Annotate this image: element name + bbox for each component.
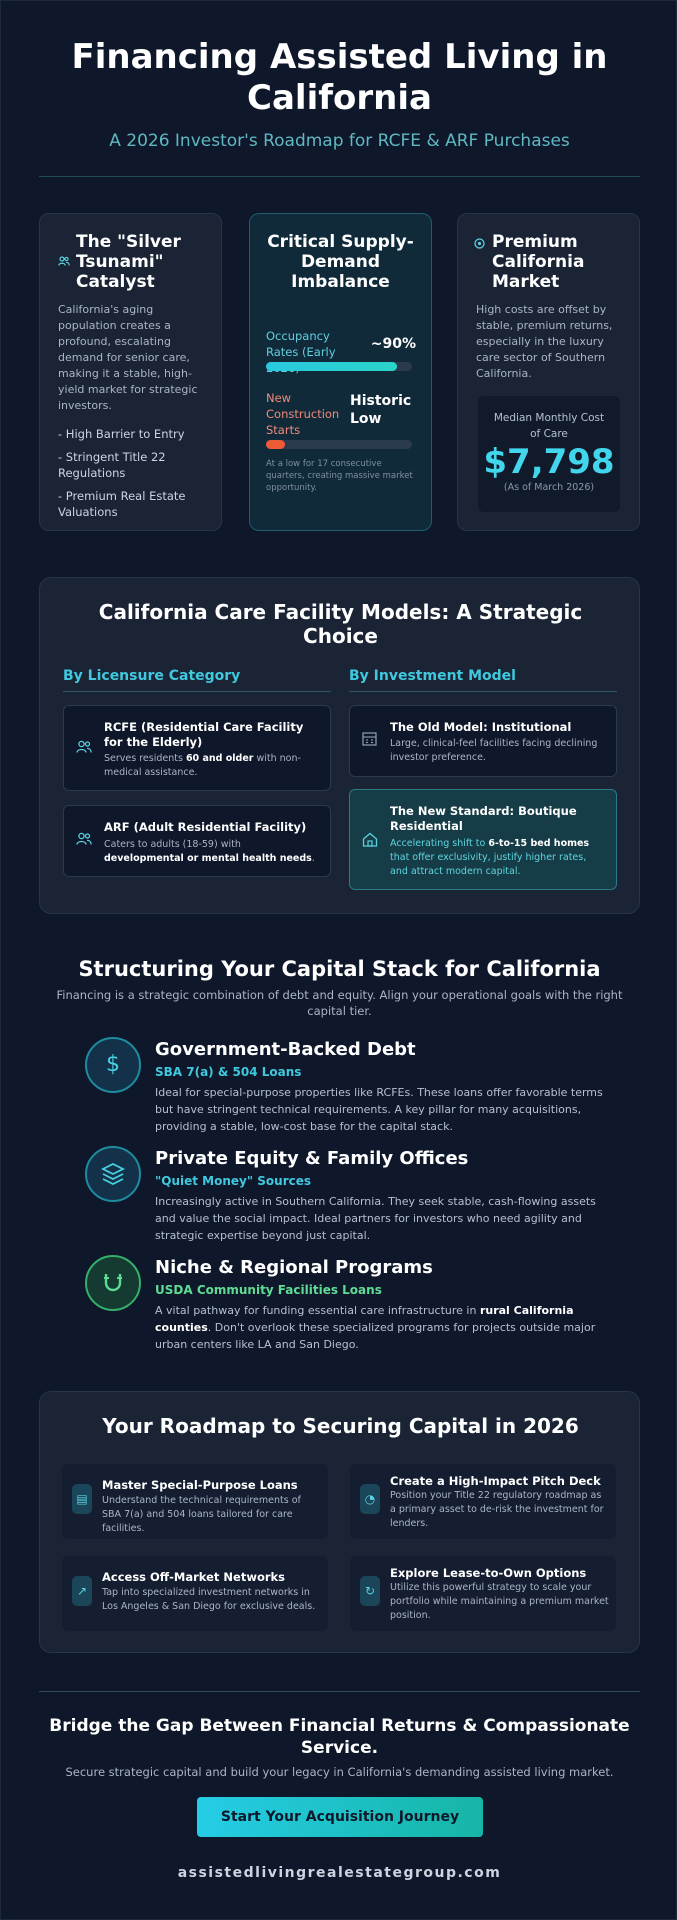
header-divider bbox=[39, 176, 640, 177]
bullet-item: - Premium Real Estate Valuations bbox=[58, 489, 186, 519]
construction-bar bbox=[266, 440, 412, 449]
occupancy-value: ~90% bbox=[370, 336, 416, 352]
cycle-icon: ↻ bbox=[360, 1576, 380, 1606]
old-model-title: The Old Model: Institutional bbox=[390, 720, 572, 734]
roadmap-step-description: Position your Title 22 regulatory roadmap as a primary asset to de-risk the investment for lenders. bbox=[390, 1490, 604, 1529]
median-cost-value: $7,798 bbox=[483, 442, 615, 482]
bullet-item: - Stringent Title 22 Regulations bbox=[58, 450, 166, 480]
facility-models-title: California Care Facility Models: A Strategic Choice bbox=[98, 600, 583, 648]
cta-title: Bridge the Gap Between Financial Returns & Compassionate Service. bbox=[49, 1716, 630, 1758]
capital-item-subtitle: SBA 7(a) & 504 Loans bbox=[155, 1065, 302, 1079]
document-icon: ▤ bbox=[72, 1484, 92, 1514]
silver-tsunami-title: The "Silver Tsunami" Catalyst bbox=[76, 232, 181, 292]
people-icon bbox=[76, 740, 92, 757]
target-icon bbox=[474, 238, 492, 252]
silver-tsunami-bullets bbox=[58, 426, 208, 527]
roadmap-step bbox=[350, 1464, 616, 1539]
layers-icon bbox=[85, 1146, 141, 1202]
capital-item-subtitle: "Quiet Money" Sources bbox=[155, 1174, 312, 1188]
new-standard-title: The New Standard: Boutique Residential bbox=[390, 804, 577, 833]
building-icon bbox=[362, 732, 377, 750]
roadmap-step-title: Explore Lease-to-Own Options bbox=[390, 1566, 587, 1580]
pie-chart-icon: ◔ bbox=[360, 1484, 380, 1514]
roadmap-step-description: Understand the technical requirements of SBA 7(a) and 504 loans tailored for care facilities. bbox=[102, 1495, 301, 1534]
page-title: Financing Assisted Living in California bbox=[71, 37, 608, 118]
capital-stack-title: Structuring Your Capital Stack for California bbox=[78, 957, 601, 981]
roadmap-step bbox=[62, 1464, 328, 1539]
premium-market-title: Premium California Market bbox=[492, 232, 585, 292]
premium-market-card bbox=[457, 213, 640, 531]
investment-model-heading: By Investment Model bbox=[349, 668, 617, 692]
magnet-icon bbox=[85, 1255, 141, 1311]
roadmap-section bbox=[39, 1391, 640, 1653]
old-model-box bbox=[349, 705, 617, 777]
rcfe-title: RCFE (Residential Care Facility for the Elderly) bbox=[104, 720, 304, 749]
construction-label: New Construction Starts bbox=[266, 391, 340, 437]
new-standard-description: Accelerating shift to 6-to-15 bed homes that offer exclusivity, justify higher rates, and attract modern capital. bbox=[390, 838, 590, 877]
silver-tsunami-card bbox=[39, 213, 222, 531]
roadmap-step-description: Tap into specialized investment networks in Los Angeles & San Diego for exclusive deals. bbox=[102, 1587, 316, 1612]
cta-text: Secure strategic capital and build your legacy in California's demanding assisted living market. bbox=[65, 1765, 614, 1779]
website-link[interactable]: assistedlivingrealestategroup.com bbox=[177, 1865, 502, 1881]
home-icon bbox=[362, 832, 378, 851]
new-standard-box bbox=[349, 789, 617, 890]
supply-note: At a low for 17 consecutive quarters, creating massive market opportunity. bbox=[266, 459, 413, 493]
arf-box bbox=[63, 805, 331, 877]
capital-item-title: Private Equity & Family Offices bbox=[155, 1148, 469, 1169]
capital-item-title: Niche & Regional Programs bbox=[155, 1257, 433, 1278]
capital-item-description: Increasingly active in Southern California. They seek stable, cash-flowing assets and value the social impact. Ideal partners for investors who need agility and strategic expertise beyond just capital. bbox=[155, 1195, 596, 1242]
footer-divider bbox=[39, 1691, 640, 1692]
rcfe-description: Serves residents 60 and older with non-medical assistance. bbox=[104, 753, 301, 778]
roadmap-step bbox=[350, 1556, 616, 1631]
occupancy-bar-fill bbox=[266, 362, 397, 371]
capital-item-subtitle: USDA Community Facilities Loans bbox=[155, 1283, 382, 1297]
construction-bar-fill bbox=[266, 440, 285, 449]
old-model-description: Large, clinical-feel facilities facing declining investor preference. bbox=[390, 738, 598, 763]
silver-tsunami-description: California's aging population creates a profound, escalating demand for senior care, making it a stable, high-yield market for strategic investors. bbox=[58, 303, 198, 412]
dollar-icon: $ bbox=[85, 1037, 141, 1093]
capital-item-description: Ideal for special-purpose properties like RCFEs. These loans offer favorable terms but have stringent technical requirements. A key pillar for many acquisitions, providing a stable, low-cost base for the capital stack. bbox=[155, 1086, 603, 1133]
capital-item-title: Government-Backed Debt bbox=[155, 1039, 416, 1060]
capital-item-description: A vital pathway for funding essential care infrastructure in rural California counties. Don't overlook these specialized programs for projects outside major urban centers like LA and San Diego. bbox=[155, 1304, 596, 1351]
people-icon bbox=[58, 256, 76, 269]
roadmap-step-title: Create a High-Impact Pitch Deck bbox=[390, 1474, 601, 1488]
capital-stack-intro: Financing is a strategic combination of debt and equity. Align your operational goals with the right capital tier. bbox=[56, 988, 623, 1018]
rcfe-box bbox=[63, 705, 331, 791]
median-cost-date: (As of March 2026) bbox=[503, 482, 595, 493]
supply-demand-title: Critical Supply-Demand Imbalance bbox=[267, 232, 414, 292]
premium-market-description: High costs are offset by stable, premium returns, especially in the luxury care sector of Southern California. bbox=[476, 303, 613, 380]
facility-models-section bbox=[39, 577, 640, 914]
roadmap-step-title: Access Off-Market Networks bbox=[102, 1570, 286, 1584]
arf-title: ARF (Adult Residential Facility) bbox=[104, 820, 307, 834]
median-cost-box bbox=[478, 396, 620, 512]
licensure-category-heading: By Licensure Category bbox=[63, 668, 331, 692]
header bbox=[1, 37, 677, 151]
roadmap-step-title: Master Special-Purpose Loans bbox=[102, 1478, 298, 1492]
arf-description: Caters to adults (18-59) with developmental or mental health needs. bbox=[104, 839, 315, 864]
page-subtitle: A 2026 Investor's Roadmap for RCFE & ARF Purchases bbox=[109, 131, 570, 151]
construction-value: Historic Low bbox=[350, 393, 412, 427]
roadmap-step-description: Utilize this powerful strategy to scale your portfolio while maintaining a premium market position. bbox=[390, 1582, 609, 1621]
median-cost-label: Median Monthly Cost of Care bbox=[493, 412, 605, 440]
supply-demand-card bbox=[249, 213, 432, 531]
people-icon bbox=[76, 832, 92, 849]
external-link-icon: ↗ bbox=[72, 1576, 92, 1606]
bullet-item: - High Barrier to Entry bbox=[58, 427, 185, 441]
roadmap-title: Your Roadmap to Securing Capital in 2026 bbox=[102, 1414, 579, 1438]
roadmap-step bbox=[62, 1556, 328, 1631]
occupancy-label: Occupancy Rates (Early bbox=[266, 329, 336, 359]
start-acquisition-button[interactable]: Start Your Acquisition Journey bbox=[197, 1797, 483, 1837]
occupancy-bar bbox=[266, 362, 412, 371]
